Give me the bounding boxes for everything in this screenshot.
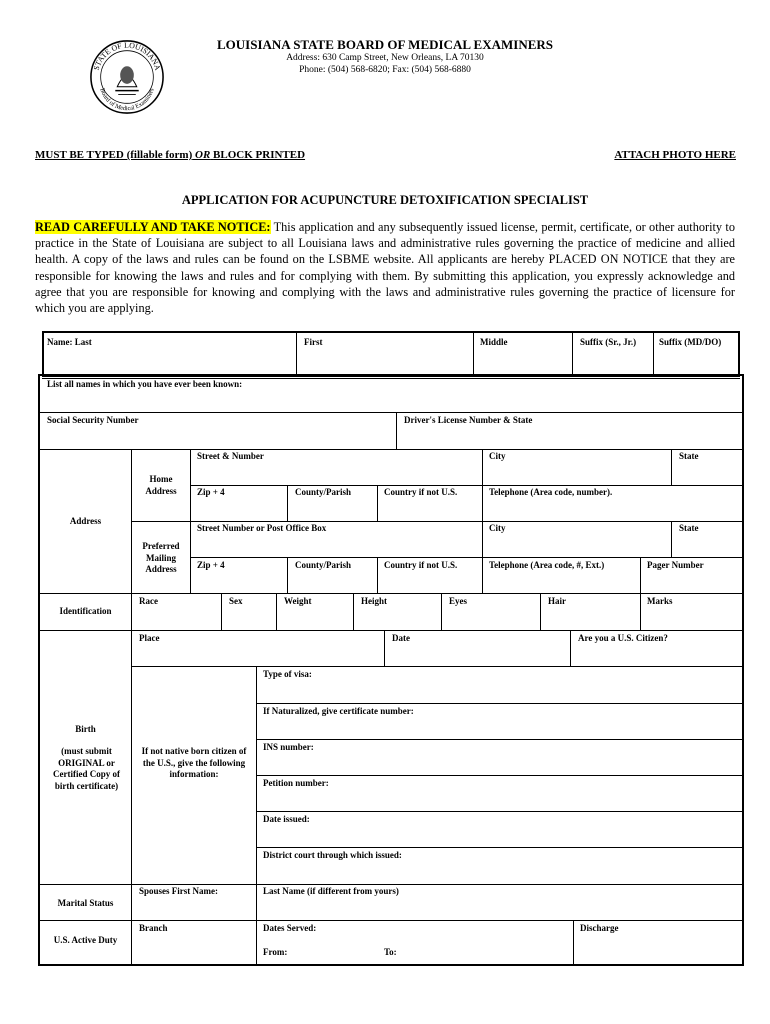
board-address: Address: 630 Camp Street, New Orleans, LA 70130 <box>286 53 484 63</box>
typed-instruction: MUST BE TYPED (fillable form) OR BLOCK PRINTED <box>35 149 306 161</box>
home-country-field[interactable]: Country if not U.S. <box>384 487 458 497</box>
birth-section-label: Birth <box>75 724 96 734</box>
race-field[interactable]: Race <box>139 596 158 606</box>
home-city-field[interactable]: City <box>489 451 506 461</box>
birth-place-field[interactable]: Place <box>139 633 160 643</box>
suffix-sr-field[interactable]: Suffix (Sr., Jr.) <box>580 337 637 347</box>
pager-field[interactable]: Pager Number <box>647 560 704 570</box>
discharge-field[interactable]: Discharge <box>580 923 619 933</box>
weight-field[interactable]: Weight <box>284 596 312 606</box>
branch-field[interactable]: Branch <box>139 923 168 933</box>
application-form-table <box>38 374 744 966</box>
home-street-field[interactable]: Street & Number <box>197 451 264 461</box>
svg-text:STATE OF LOUISIANA: STATE OF LOUISIANA <box>91 40 163 72</box>
pref-telephone-field[interactable]: Telephone (Area code, #, Ext.) <box>489 560 605 570</box>
suffix-md-field[interactable]: Suffix (MD/DO) <box>659 337 722 347</box>
notice-highlight: READ CAREFULLY AND TAKE NOTICE: <box>35 220 271 234</box>
date-issued-field[interactable]: Date issued: <box>263 814 310 824</box>
attach-photo-label: ATTACH PHOTO HERE <box>614 149 736 161</box>
pref-street-field[interactable]: Street Number or Post Office Box <box>197 523 327 533</box>
birth-date-field[interactable]: Date <box>392 633 410 643</box>
home-county-field[interactable]: County/Parish <box>295 487 352 497</box>
petition-field[interactable]: Petition number: <box>263 778 329 788</box>
spouse-last-field[interactable]: Last Name (if different from yours) <box>263 886 399 896</box>
citizen-field[interactable]: Are you a U.S. Citizen? <box>578 633 668 643</box>
district-court-field[interactable]: District court through which issued: <box>263 850 402 860</box>
name-last-field[interactable]: Name: Last <box>47 337 92 347</box>
home-state-field[interactable]: State <box>679 451 699 461</box>
notice-paragraph: READ CAREFULLY AND TAKE NOTICE: This application and any subsequently issued license, permit, certificate, or other authority to practice in the State of Louisiana are subject to all Louisiana laws and administrative rules governing the practice of medicine and allied health. A copy of the laws and rules can be found on the LSBME website. All applicants are hereby PLACED ON NOTICE that they are responsible for knowing the laws and rules and for complying with them. By submitting this application, you expressly acknowledge and agree that you are responsible for knowing and complying with the laws and administrative rules governing the practice of licensure for which you are applying. <box>35 220 735 316</box>
home-address-label: Home Address <box>145 474 177 496</box>
board-title: LOUISIANA STATE BOARD OF MEDICAL EXAMINERS <box>216 37 553 52</box>
application-title: APPLICATION FOR ACUPUNCTURE DETOXIFICATION SPECIALIST <box>181 193 589 207</box>
active-duty-label: U.S. Active Duty <box>53 935 118 945</box>
birth-certificate-note: (must submit ORIGINAL or Certified Copy of birth certificate) <box>53 746 120 791</box>
preferred-address-label: Preferred Mailing Address <box>142 541 180 574</box>
name-middle-field[interactable]: Middle <box>480 337 508 347</box>
pref-zip-field[interactable]: Zip + 4 <box>197 560 225 570</box>
dates-served-label: Dates Served: <box>263 923 317 933</box>
eyes-field[interactable]: Eyes <box>449 596 467 606</box>
pref-state-field[interactable]: State <box>679 523 699 533</box>
marital-status-label: Marital Status <box>57 898 114 908</box>
pref-country-field[interactable]: Country if not U.S. <box>384 560 458 570</box>
naturalized-field[interactable]: If Naturalized, give certificate number: <box>263 706 414 716</box>
hair-field[interactable]: Hair <box>548 596 566 606</box>
marks-field[interactable]: Marks <box>647 596 673 606</box>
home-telephone-field[interactable]: Telephone (Area code, number). <box>489 487 613 497</box>
address-section-label: Address <box>69 516 102 526</box>
board-phone: Phone: (504) 568-6820; Fax: (504) 568-6880 <box>299 65 471 75</box>
ssn-field[interactable]: Social Security Number <box>47 415 139 425</box>
svg-text:Board of Medical Examiners: Board of Medical Examiners <box>98 87 156 113</box>
drivers-license-field[interactable]: Driver's License Number & State <box>404 415 533 425</box>
served-to-field[interactable]: To: <box>384 947 397 957</box>
name-first-field[interactable]: First <box>304 337 323 347</box>
identification-label: Identification <box>59 606 112 616</box>
sex-field[interactable]: Sex <box>229 596 243 606</box>
spouse-first-field[interactable]: Spouses First Name: <box>139 886 218 896</box>
served-from-field[interactable]: From: <box>263 947 288 957</box>
ins-field[interactable]: INS number: <box>263 742 314 752</box>
visa-field[interactable]: Type of visa: <box>263 669 312 679</box>
not-native-label: If not native born citizen of the U.S., give the following information: <box>141 746 247 779</box>
home-zip-field[interactable]: Zip + 4 <box>197 487 225 497</box>
all-names-field[interactable]: List all names in which you have ever been known: <box>47 379 243 389</box>
pref-city-field[interactable]: City <box>489 523 506 533</box>
pref-county-field[interactable]: County/Parish <box>295 560 352 570</box>
height-field[interactable]: Height <box>361 596 387 606</box>
